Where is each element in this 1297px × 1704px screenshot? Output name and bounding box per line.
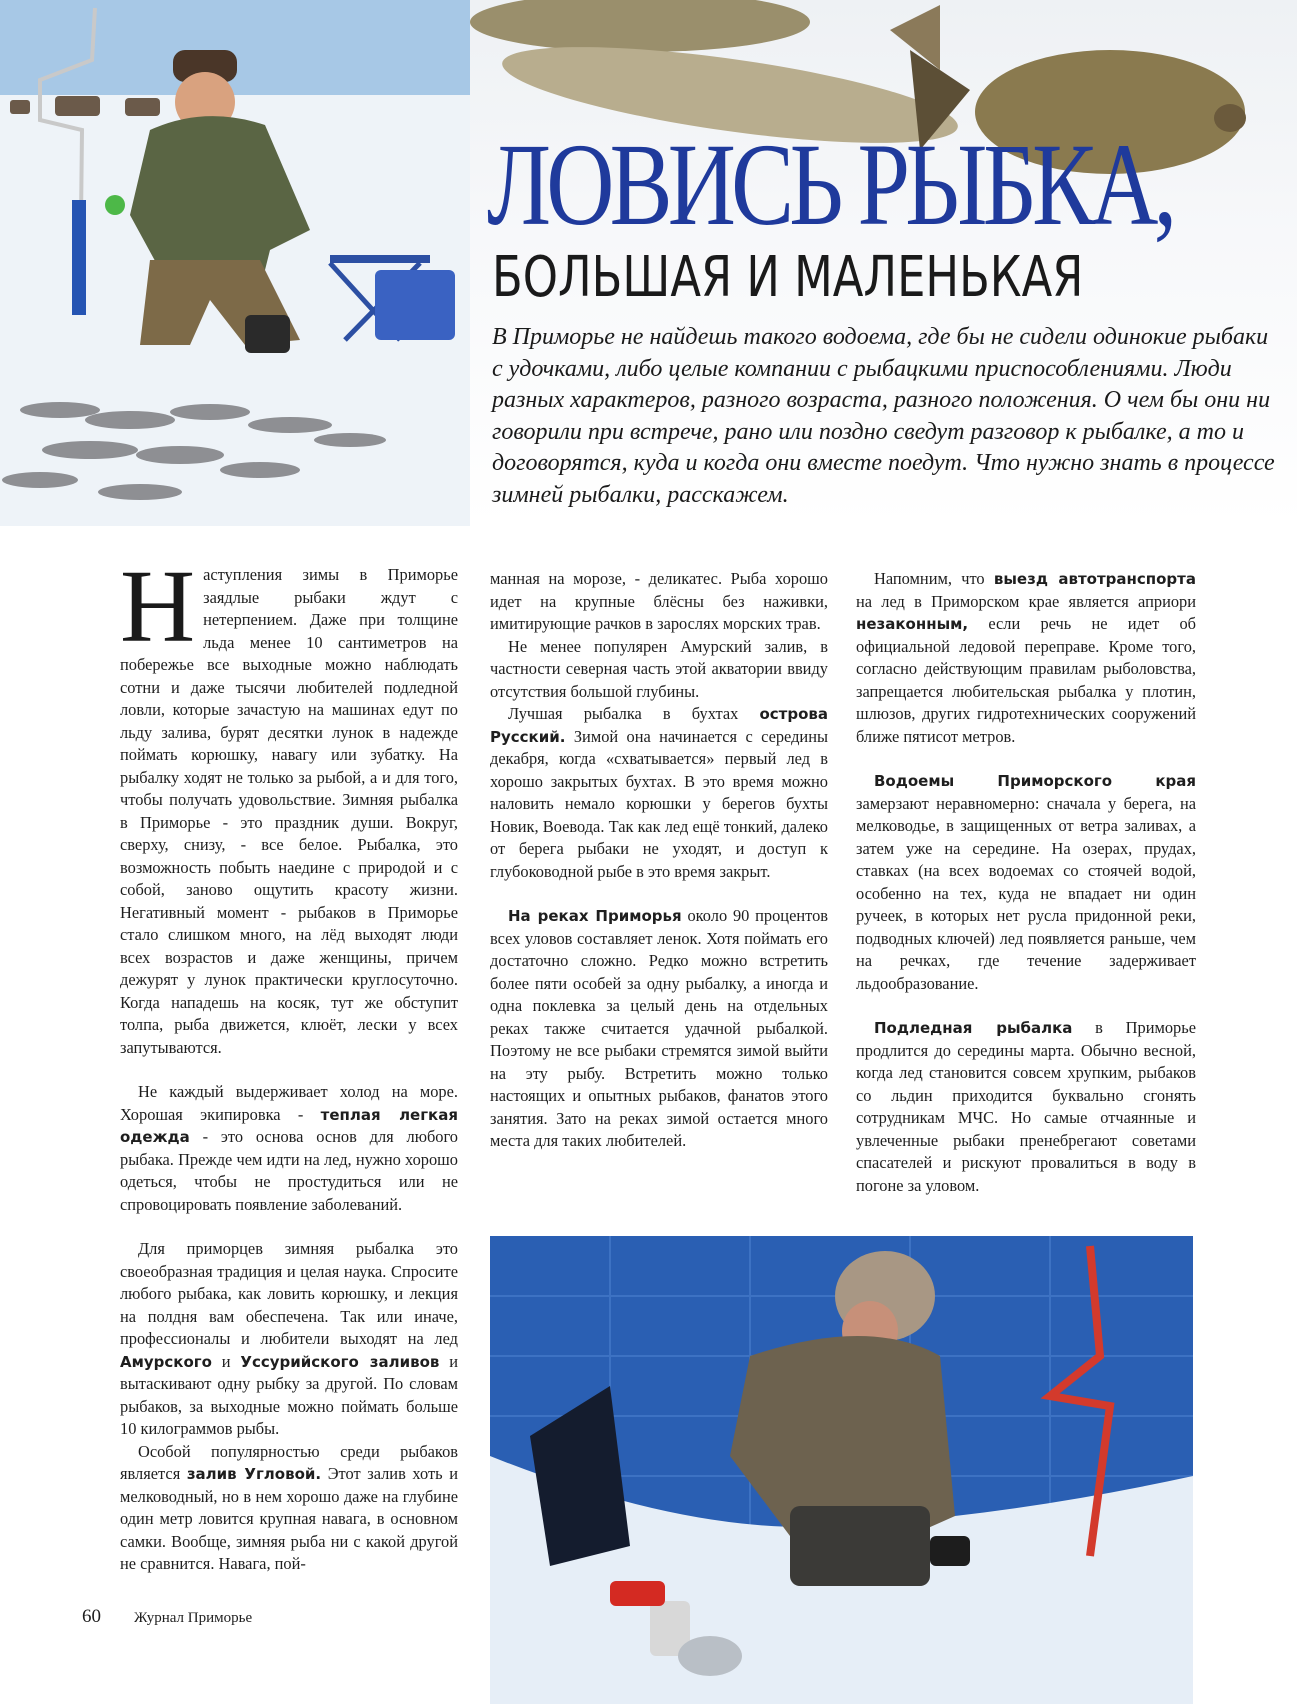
highlight-term: На реках Приморья <box>508 907 682 925</box>
article-subtitle: БОЛЬШАЯ И МАЛЕНЬКАЯ <box>492 245 1084 310</box>
photo-tent-illustration <box>490 1236 1193 1704</box>
photo-fisherman-illustration <box>0 0 470 526</box>
highlight-term: Водоемы Приморского края <box>874 772 1196 790</box>
paragraph-text: замерзают неравномерно: сначала у берега, на мелководье, в защищенных от ветра заливах, а затем уже на середине. На озерах, прудах, ставках (на всех водоемах со стоячей водой, особенно на тех, куда не впадает ни один ручеек, в которых нет русла придонной реки, подводных ключей) лед появляется раньше, чем на речках, где течение задерживает льдообразование. <box>856 793 1196 993</box>
paragraph <box>856 1017 1196 1197</box>
paragraph-text: Зимой она начинается с середины декабря, когда «схватывается» первый лед в хорошо закрытых бухтах. В это время можно наловить немало корюшки у берегов бухты Новик, Воевода. Так как лед ещё тонкий, далеко от берега рыбаки не уходят, и доступ к глубоководной рыбе в это время закрыт. <box>490 726 828 881</box>
body-column-3 <box>856 568 1196 1197</box>
highlight-term: теплая легкая одежда <box>120 1105 458 1146</box>
paragraph <box>120 1238 458 1441</box>
paragraph-text: аступления зимы в Приморье заядлые рыбаки ждут с нетерпением. Даже при толщине льда менее 10 сантиметров на побережье все выходные можно наблюдать сотни и даже тысячи любителей подледной ловли, которые зачастую на машинах едут по льду залива, бурят десятки лунок в надежде поймать корюшку, навагу или зубатку. На рыбалку ходят не только за рыбой, а и для того, чтобы получать удовольствие. Зимняя рыбалка в Приморье - это праздник души. Вокруг, сверху, снизу, - все белое. Рыбалка, это возможность побыть наедине с природой и с собой, заново ощутить красоту жизни. Негативный момент - рыбаков в Приморье стало слишком много, на лёд выходят люди всех возрастов и даже женщины, причем дежурят у лунок практически круглосуточно. Когда нападешь на косяк, тут же обступит толпа, рыба движется, клюёт, лески у всех запутываются. <box>120 565 458 1057</box>
body-column-1 <box>120 549 458 1576</box>
page-number: 60 <box>82 1606 101 1627</box>
highlight-term: Уссурийского заливов <box>240 1352 440 1371</box>
article-title: ЛОВИСЬ РЫБКА, <box>487 119 1173 250</box>
paragraph-text: Лучшая рыбалка в бухтах <box>508 704 760 723</box>
highlight-term: Подледная рыбалка <box>874 1019 1073 1037</box>
paragraph <box>490 703 828 883</box>
paragraph-text: около 90 процентов всех уловов составляет ленок. Хотя поймать его достаточно сложно. Редко можно встретить более пяти особей за одну рыбалку, а иногда и одна поклевка за целый день на отдельных реках также считается удачной рыбалкой. Поэтому не все рыбаки стремятся зимой выйти на эту рыбу. Встретить можно только настоящих и опытных рыбаков, фанатов этого занятия. Зато на реках зимой остается много места для таких любителей. <box>490 906 828 1150</box>
highlight-term: Амурского <box>120 1352 212 1371</box>
paragraph-text: Напомним, что <box>874 569 994 588</box>
journal-name: Журнал Приморье <box>134 1610 253 1626</box>
paragraph <box>490 905 828 1153</box>
paragraph <box>120 1081 458 1216</box>
paragraph <box>856 568 1196 748</box>
paragraph <box>120 1441 458 1576</box>
paragraph-text: - это основа основ для любого рыбака. Прежде чем идти на лед, нужно хорошо одеться, чтобы не простудиться или не спровоцировать появление заболеваний. <box>120 1127 458 1214</box>
paragraph-text: Для приморцев зимняя рыбалка это своеобразная традиция и целая наука. Спросите любого рыбака, как ловить корюшку, и лекция на полдня вам обеспечена. Так или иначе, профессионалы и любители выходят на лед <box>120 1239 458 1348</box>
paragraph: манная на морозе, - деликатес. Рыба хорошо идет на крупные блёсны без наживки, имитирующие рачков в зарослях морских трав. <box>490 569 828 633</box>
highlight-term: острова Русский. <box>490 705 828 746</box>
article-lead: В Приморье не найдешь такого водоема, где бы не сидели одинокие рыбаки с удочками, либо целые компании с рыбацкими приспособлениями. Люди разных характеров, разного возраста, разного положения. О чем бы они ни говорили при встрече, рано или поздно сведут разговор к рыбалке, а то и договорятся, куда и когда они вместе поедут. Что нужно знать в процессе зимней рыбалки, расскажем. <box>492 324 1275 508</box>
highlight-term: незаконным, <box>856 615 969 633</box>
paragraph-text: если речь не идет об официальной ледовой переправе. Кроме того, согласно действующим правилам рыболовства, запрещается любительская рыбалка у плотин, шлюзов, других гидротехнических сооружений ближе пятисот метров. <box>856 614 1196 746</box>
photo-fisherman-in-tent <box>490 1236 1193 1704</box>
paragraph-text: Особой популярностью среди рыбаков является <box>120 1441 458 1483</box>
paragraph-text: Этот залив хоть и мелководный, но в нем хорошо даже на глубине один метр ловится крупная навага, в основном самки. Вообще, зимняя рыба ни с какой другой не сравнится. Навага, пой- <box>120 1464 458 1573</box>
highlight-term: залив Угловой. <box>186 1465 322 1483</box>
body-column-2 <box>490 568 828 1153</box>
photo-fisherman-on-ice <box>0 0 470 526</box>
highlight-term: выезд автотранспорта <box>993 570 1196 588</box>
paragraph-text: на лед в Приморском крае является априори <box>856 591 1196 611</box>
paragraph-text: и <box>211 1351 241 1371</box>
paragraph <box>120 549 458 1059</box>
paragraph <box>856 770 1196 995</box>
paragraph-text: в Приморье продлится до середины марта. Обычно весной, когда лед становится совсем хрупким, рыбаков со льдин приходится буквально сгонять сотрудникам МЧС. Но самые отчаянные и увлеченные рыбаки пренебрегают советами спасателей и рискуют провалиться в воду в погоне за уловом. <box>856 1018 1196 1195</box>
drop-cap: Н <box>120 549 196 664</box>
paragraph: Не менее популярен Амурский залив, в частности северная часть этой акватории ввиду отсутствия большой глубины. <box>490 636 828 701</box>
paragraph-text: Не каждый выдерживает холод на море. Хорошая экипировка - <box>120 1082 458 1124</box>
paragraph-text: и вытаскивают одну рыбку за другой. По словам рыбаков, за выходные можно поймать больше 10 килограммов рыбы. <box>120 1351 458 1438</box>
